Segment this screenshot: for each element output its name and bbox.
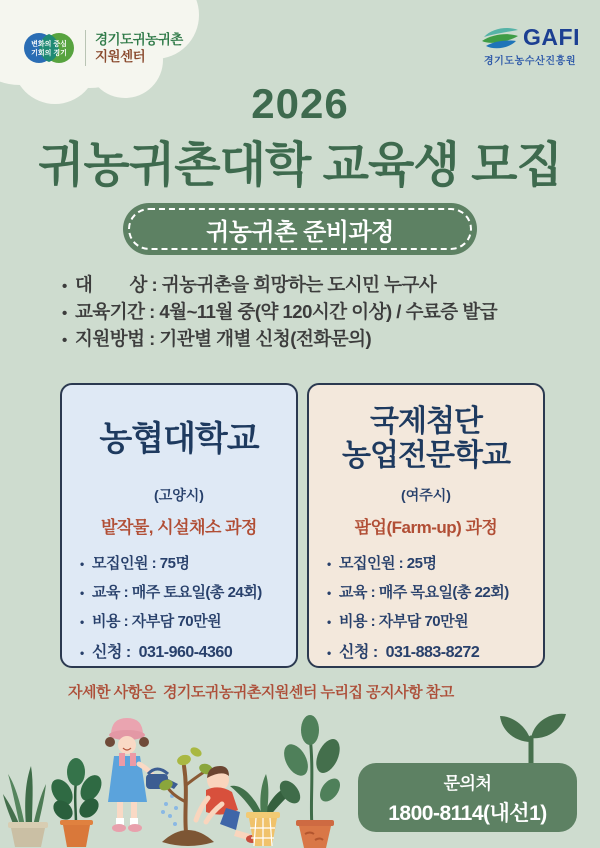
detail-cost: • 비용 : 자부담 70만원 xyxy=(80,613,222,630)
course-badge-label: 귀농귀촌 준비과정 xyxy=(128,208,472,250)
sprout-icon xyxy=(500,714,566,768)
card-international-agri-school xyxy=(307,383,545,668)
bullet-icon: • xyxy=(62,278,67,295)
tall-plant-icon xyxy=(276,715,345,848)
card-region: (고양시) xyxy=(154,487,204,503)
info-text: 대 상 : 귀농귀촌을 희망하는 도시민 누구사 xyxy=(75,274,437,295)
info-row-apply-method xyxy=(62,325,562,352)
info-row-target xyxy=(62,271,562,298)
bullet-icon: • xyxy=(327,586,331,600)
water-drops-icon xyxy=(161,794,178,826)
snake-plant-icon xyxy=(3,766,48,847)
girl-watering-icon xyxy=(105,718,178,832)
card-title-line: 농업전문학교 xyxy=(342,439,510,472)
bullet-icon: • xyxy=(62,305,67,322)
card-course: 밭작물, 시설채소 과정 xyxy=(101,518,257,537)
detail-schedule: • 교육 : 매주 토요일(총 24회) xyxy=(80,584,262,601)
gyeonggi-center-logo xyxy=(22,30,183,66)
detail-cost: • 비용 : 자부담 70만원 xyxy=(327,613,469,630)
card-title xyxy=(319,393,533,485)
course-badge xyxy=(123,203,477,255)
detail-apply-phone: • 신청 : 031-960-4360 xyxy=(80,644,233,661)
gyeonggi-logo-icon xyxy=(22,31,76,65)
card-nonghyup-university xyxy=(60,383,298,668)
bullet-icon: • xyxy=(327,646,331,660)
bullet-icon: • xyxy=(80,646,84,660)
bullet-icon: • xyxy=(62,332,67,349)
gafi-logo xyxy=(480,24,580,67)
center-org-line1: 경기도귀농귀촌 xyxy=(95,32,183,47)
card-title-line: 농협대학교 xyxy=(99,419,259,458)
year-title: 2026 xyxy=(251,80,349,127)
bullet-icon: • xyxy=(327,557,331,571)
contact-box xyxy=(358,763,577,832)
gafi-wave-icon xyxy=(480,25,520,51)
info-text: 지원방법 : 기관별 개별 신청(전화문의) xyxy=(75,328,372,349)
contact-label: 문의처 xyxy=(443,773,492,793)
logo-slogan-line2: 기회의 경기 xyxy=(31,50,67,57)
detail-capacity: • 모집인원 : 25명 xyxy=(327,555,437,572)
card-title xyxy=(72,393,286,485)
center-org-line2: 지원센터 xyxy=(95,49,146,64)
bullet-icon: • xyxy=(80,557,84,571)
school-cards xyxy=(60,383,545,668)
bullet-icon: • xyxy=(80,615,84,629)
info-text: 교육기간 : 4월~11월 중(약 120시간 이상) / 수료증 발급 xyxy=(75,301,498,322)
gafi-org-name: 경기도농수산진흥원 xyxy=(483,56,577,67)
sapling-icon xyxy=(158,746,215,846)
info-row-period xyxy=(62,298,562,325)
rubber-plant-icon xyxy=(47,758,106,847)
logo-slogan-line1: 변화의 중심 xyxy=(31,41,67,48)
gafi-acronym: GAFI xyxy=(523,24,580,50)
footer-note: 자세한 사항은 경기도귀농귀촌지원센터 누리집 공지사항 참고 xyxy=(68,684,454,701)
info-list xyxy=(62,271,562,352)
detail-schedule: • 교육 : 매주 목요일(총 22회) xyxy=(327,584,509,601)
bullet-icon: • xyxy=(327,615,331,629)
bullet-icon: • xyxy=(80,586,84,600)
card-region: (여주시) xyxy=(401,487,451,503)
card-title-line: 국제첨단 xyxy=(370,405,482,439)
logo-divider xyxy=(85,30,86,66)
card-course: 팜업(Farm-up) 과정 xyxy=(354,518,498,537)
card-details xyxy=(319,552,533,668)
card-details xyxy=(72,552,286,668)
contact-phone: 1800-8114(내선1) xyxy=(388,801,547,825)
main-title: 귀농귀촌대학 교육생 모집 xyxy=(38,139,562,192)
detail-apply-phone: • 신청 : 031-883-8272 xyxy=(327,644,480,661)
detail-capacity: • 모집인원 : 75명 xyxy=(80,555,190,572)
